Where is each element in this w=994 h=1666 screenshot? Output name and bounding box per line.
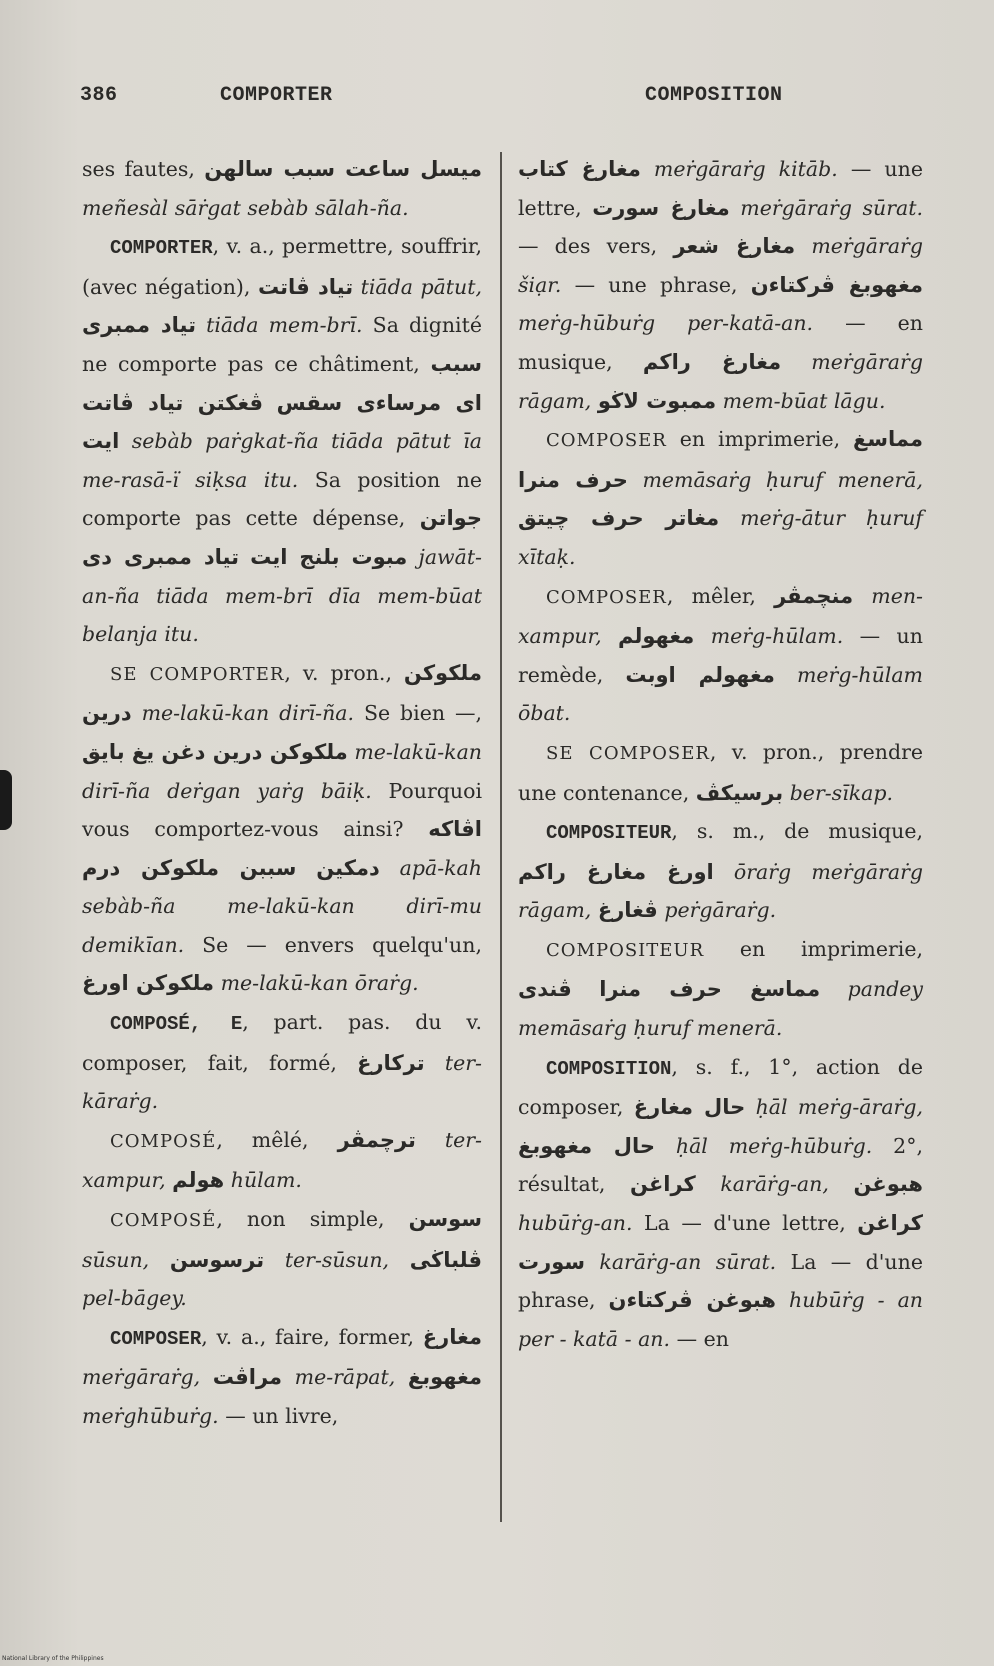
page-number: 386 [80, 84, 118, 107]
entry-comporter: COMPORTER, v. a., permettre, souffrir, (avec négation), تياد ڤاتت tiāda pātut, تياد ممبرى tiāda mem-brī. Sa dignité ne comporte pas ce châtiment, سبب ڤغكتن تياد ڤاتت اى مرساءى سقس ايت sebàb paṙgkat-ña tiāda pātut īa me-rasā-ï siḳsa itu. Sa position ne comporte pas cette dépense, جواتن تياد ممبرى دى مبوت بلنج ايت jawāt-an-ña tiāda mem-brī dīa mem-būat belanja itu. [82, 234, 482, 647]
entry-compositeur-imprimerie: COMPOSITEUR en imprimerie, ڤندى مماسغ حرف منرا pandey memāsaṙg ḥuruf menerā. [518, 936, 923, 1041]
column-divider [500, 152, 502, 1522]
entry-composer-imprimerie: COMPOSER en imprimerie, مماسغ حرف منرا memāsaṙg ḥuruf menerā, مغاتر حرف چيتق meṙg-ātur ḥuruf xītaḳ. [518, 427, 923, 569]
entry-compose: COMPOSÉ, E, part. pas. du v. composer, fait, formé, تركارغ ter-kāraṙg. [82, 1010, 482, 1114]
page-edge-mark [0, 770, 12, 830]
entry-continuation: ses fautes, ميسل ساعت سبب سالهن meñesàl sāṙgat sebàb sālah-ña. [82, 157, 482, 220]
entry-se-composer: SE COMPOSER, v. pron., prendre une contenance, برسيكڤ ber-sīkap. [518, 739, 924, 805]
entry-continuation-right: مغارغ كتاب meṙgāraṙg kitāb. — une lettre, مغارغ سورت meṙgāraṙg sūrat. — des vers, مغارغ شعر meṙgāraṙg šiạr. — une phrase, مغهوبغ ڤركتاءن meṙg-hūbuṙg per-katā-an. — en musique, مغارغ راكم meṙgāraṙg rāgam, ممبوت لاڬو mem-būat lāgu. [518, 157, 923, 413]
entry-compose-mele: COMPOSÉ, mêlé, ترچمڤر ter-xampur, هولم hūlam. [82, 1127, 482, 1193]
running-head-right: COMPOSITION [645, 84, 783, 107]
entry-se-comporter: SE COMPORTER, v. pron., ملكوكن درين me-lakū-kan dirī-ña. Se bien —, ملكوكن درين دغن يغ بايق me-lakū-kan dirī-ña deṙgan yaṙg bāiḳ. Pourquoi vous comportez-vous ainsi? اڤاكه سببن ملكوكن درم دمكين apā-kah sebàb-ña me-lakū-kan dirī-mu demikīan. Se — envers quelqu'un, ملكوكن اورغ me-lakū-kan ōraṙg. [82, 660, 483, 996]
right-column [518, 150, 923, 1358]
running-head-left: COMPORTER [220, 84, 333, 107]
scan-footer: National Library of the Philippines [2, 1655, 104, 1662]
entry-composer: COMPOSER, v. a., faire, former, مغارغ meṙgāraṙg, مراڤت me-rāpat, مغهوبغ meṙghūbuṙg. — un livre, [82, 1324, 482, 1428]
left-column [82, 150, 482, 1436]
entry-compose-non-simple: COMPOSÉ, non simple, سوسن sūsun, ترسوسن ter-sūsun, ڤلباڬى pel-bāgey. [82, 1207, 482, 1311]
entry-compositeur: COMPOSITEUR, s. m., de musique, اورغ مغارغ راكم ōraṙg meṙgāraṙg rāgam, ڤغارغ peṙgāraṙg. [518, 819, 923, 923]
entry-composition: COMPOSITION, s. f., 1°, action de composer, حال مغارغ ḥāl meṙg-āraṙg, حال مغهوبغ ḥāl meṙg-hūbuṙg. 2°, résultat, كراغن karāṙg-an, هبوغن hubūṙg-an. La — d'une lettre, كراغن سورت karāṙg-an sūrat. La — d'une phrase, هبوغن ڤركتاءن hubūṙg - an per - katā - an. — en [518, 1054, 923, 1351]
entry-composer-meler: COMPOSER, mêler, منچمڤر men-xampur, مغهولم meṙg-hūlam. — un remède, مغهولم اوبت meṙg-hūlam ōbat. [518, 583, 923, 726]
